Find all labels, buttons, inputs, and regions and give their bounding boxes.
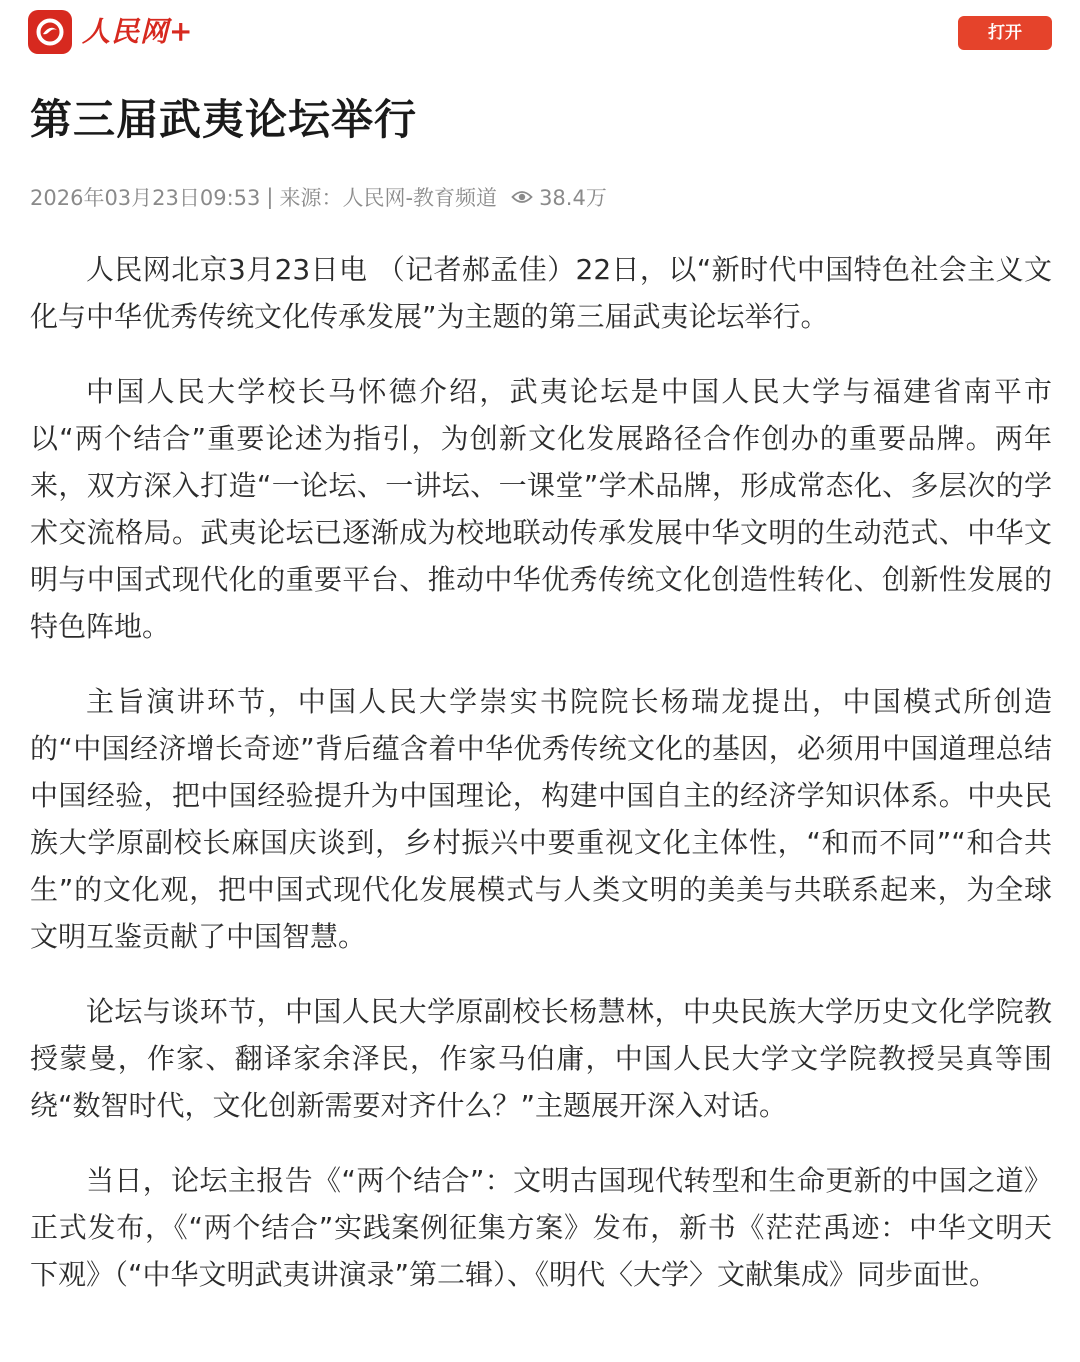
open-app-button[interactable]: 打开 <box>958 16 1052 50</box>
view-count: 38.4万 <box>539 186 607 210</box>
article-meta <box>30 182 607 212</box>
article-body <box>30 246 1052 1326</box>
logo-text: 人民网+ <box>82 15 194 48</box>
article-source: 来源：人民网-教育频道 <box>279 186 498 210</box>
article-paragraph: 中国人民大学校长马怀德介绍，武夷论坛是中国人民大学与福建省南平市以“两个结合”重要论述为指引，为创新文化发展路径合作创办的重要品牌。两年来，双方深入打造“一论坛、一讲坛、一课堂”学术品牌，形成常态化、多层次的学术交流格局。武夷论坛已逐渐成为校地联动传承发展中华文明的生动范式、中华文明与中国式现代化的重要平台、推动中华优秀传统文化创造性转化、创新性发展的特色阵地。 <box>30 375 1052 643</box>
article-title: 第三届武夷论坛举行 <box>30 95 418 144</box>
people-daily-logo-icon <box>28 10 72 54</box>
meta-separator: | <box>266 185 274 209</box>
article-paragraph: 当日，论坛主报告《“两个结合”：文明古国现代转型和生命更新的中国之道》正式发布，《“两个结合”实践案例征集方案》发布，新书《茫茫禹迹：中华文明天下观》（“中华文明武夷讲演录”第二辑）、《明代〈大学〉文献集成》同步面世。 <box>30 1164 1052 1291</box>
top-bar <box>0 0 1080 70</box>
publish-datetime: 2026年03月23日09:53 <box>30 186 261 210</box>
logo[interactable] <box>28 10 193 54</box>
eye-icon <box>511 189 533 205</box>
article-paragraph: 主旨演讲环节，中国人民大学崇实书院院长杨瑞龙提出，中国模式所创造的“中国经济增长奇迹”背后蕴含着中华优秀传统文化的基因，必须用中国道理总结中国经验，把中国经验提升为中国理论，构建中国自主的经济学知识体系。中央民族大学原副校长麻国庆谈到，乡村振兴中要重视文化主体性，“和而不同”“和合共生”的文化观，把中国式现代化发展模式与人类文明的美美与共联系起来，为全球文明互鉴贡献了中国智慧。 <box>30 685 1052 953</box>
article-paragraph: 论坛与谈环节，中国人民大学原副校长杨慧林，中央民族大学历史文化学院教授蒙曼，作家、翻译家余泽民，作家马伯庸，中国人民大学文学院教授吴真等围绕“数智时代，文化创新需要对齐什么？”主题展开深入对话。 <box>30 995 1052 1122</box>
article-paragraph: 人民网北京3月23日电 （记者郝孟佳）22日，以“新时代中国特色社会主义文化与中华优秀传统文化传承发展”为主题的第三届武夷论坛举行。 <box>30 253 1052 333</box>
